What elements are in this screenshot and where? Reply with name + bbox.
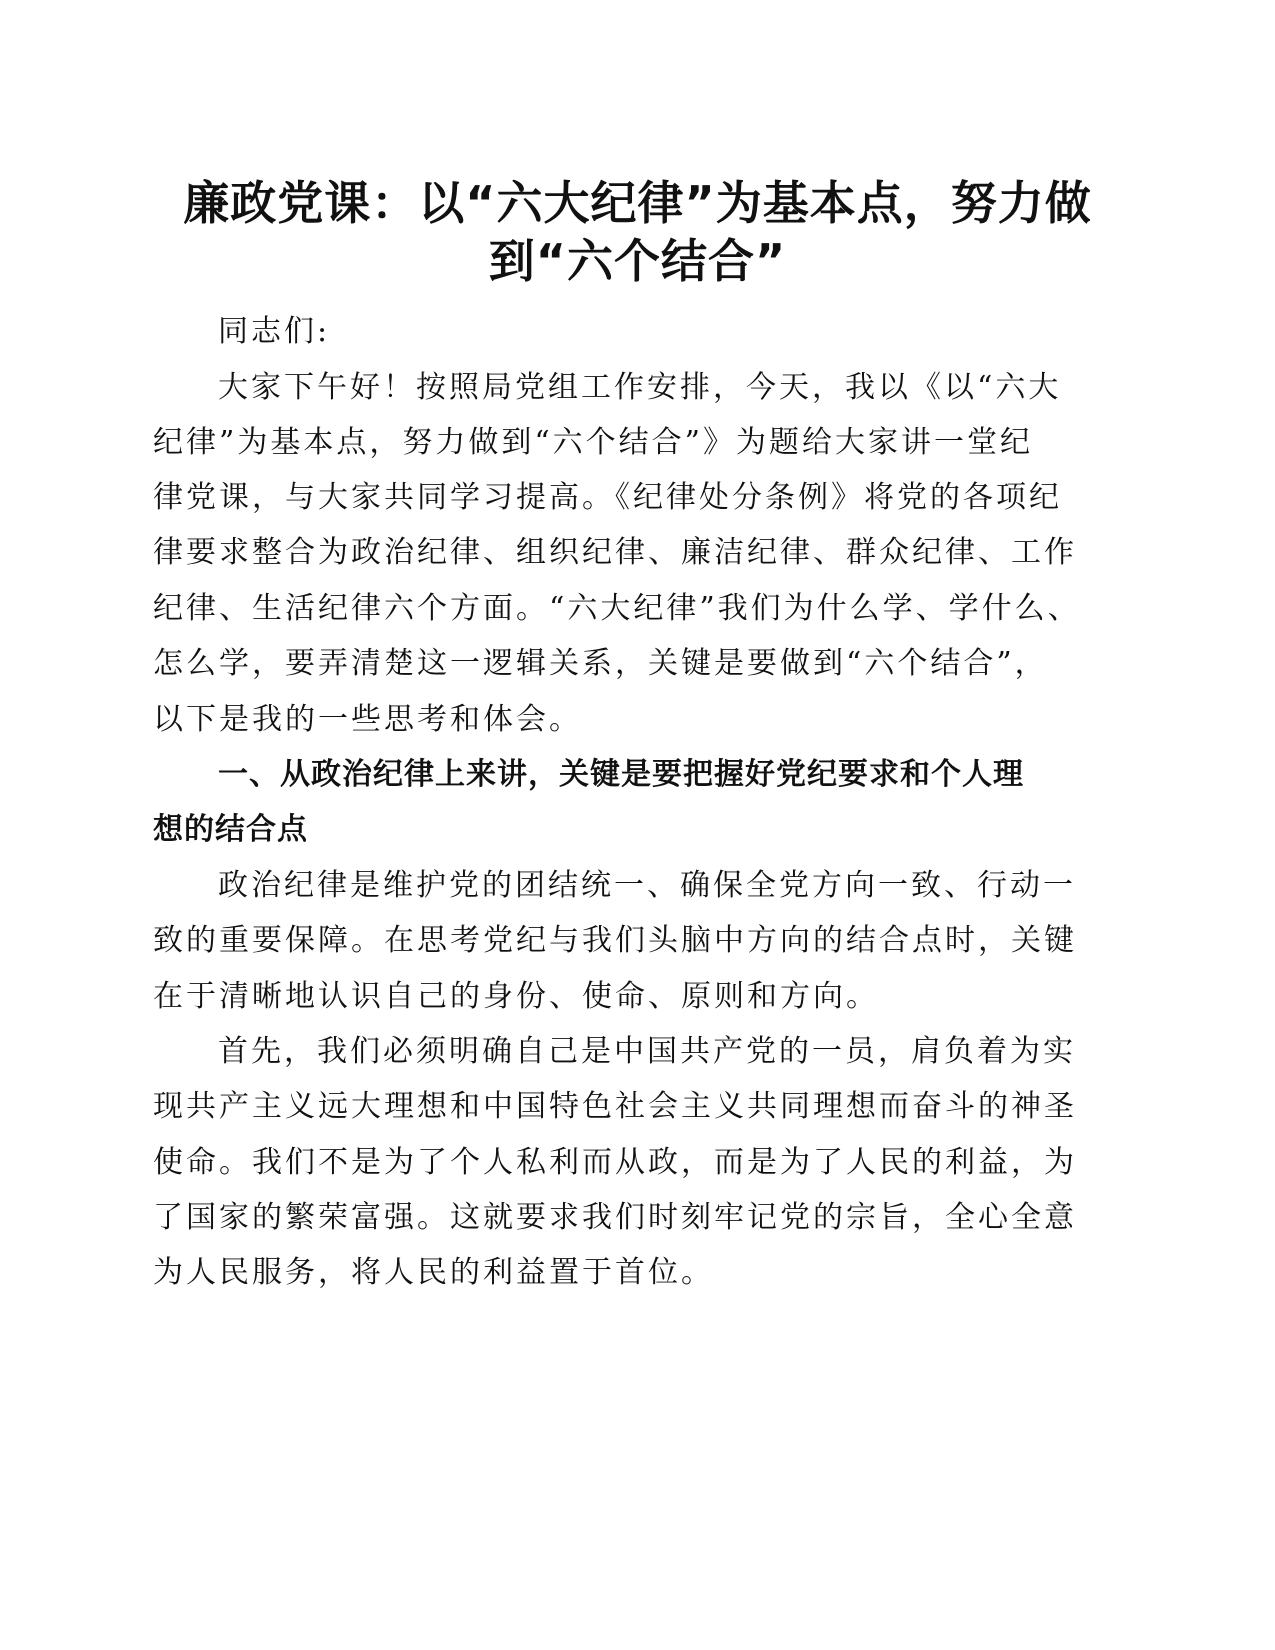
document-title-line-1: 廉政党课：以“六大纪律”为基本点，努力做 [183, 176, 1092, 230]
intro-line: 纪律”为基本点，努力做到“六个结合”》为题给大家讲一堂纪 [153, 425, 1034, 460]
document-title-line-2: 到“六个结合” [488, 234, 787, 288]
paragraph-line: 使命。我们不是为了个人私利而从政，而是为了人民的利益，为 [153, 1145, 1077, 1180]
paragraph-line: 为人民服务，将人民的利益置于首位。 [153, 1255, 714, 1290]
intro-line: 纪律、生活纪律六个方面。“六大纪律”我们为什么学、学什么、 [153, 591, 1081, 626]
paragraph-line: 了国家的繁荣富强。这就要求我们时刻牢记党的宗旨，全心全意 [153, 1200, 1077, 1235]
intro-line: 律党课，与大家共同学习提高。《纪律处分条例》将党的各项纪 [153, 480, 1062, 515]
intro-line: 以下是我的一些思考和体会。 [153, 702, 582, 737]
salutation: 同志们: [218, 314, 331, 349]
paragraph-line: 致的重要保障。在思考党纪与我们头脑中方向的结合点时，关键 [153, 923, 1077, 958]
paragraph-line: 现共产主义远大理想和中国特色社会主义共同理想而奋斗的神圣 [153, 1089, 1077, 1124]
intro-line: 律要求整合为政治纪律、组织纪律、廉洁纪律、群众纪律、工作 [153, 535, 1077, 570]
paragraph-line: 政治纪律是维护党的团结统一、确保全党方向一致、行动一 [218, 868, 1076, 903]
section-heading-line: 一、从政治纪律上来讲，关键是要把握好党纪要求和个人理 [218, 757, 1024, 792]
paragraph-line: 在于清晰地认识自己的身份、使命、原则和方向。 [153, 979, 879, 1014]
paragraph-line: 首先，我们必须明确自己是中国共产党的一员，肩负着为实 [218, 1034, 1076, 1069]
intro-line: 大家下午好！按照局党组工作安排，今天，我以《以“六大 [218, 370, 1062, 405]
intro-line: 怎么学，要弄清楚这一逻辑关系，关键是要做到“六个结合”， [153, 646, 1048, 681]
section-heading-line: 想的结合点 [153, 812, 308, 847]
